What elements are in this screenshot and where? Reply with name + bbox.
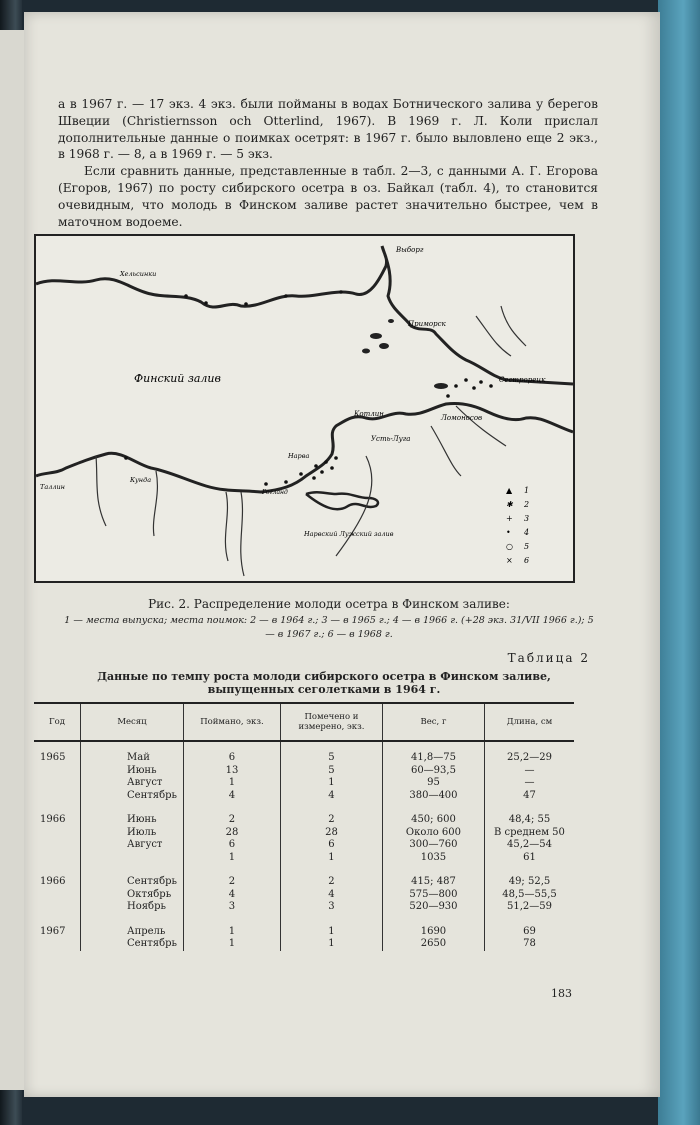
- cell-measured: 1: [280, 938, 382, 951]
- svg-text:3: 3: [524, 514, 530, 523]
- cell-caught: 13: [183, 765, 280, 778]
- svg-text:1: 1: [524, 486, 530, 495]
- cell-measured: 4: [280, 790, 382, 803]
- cell-month: Сентябрь: [81, 790, 184, 803]
- narva-bay-coast: [306, 492, 378, 509]
- table-number: Таблица 2: [507, 651, 590, 665]
- table-row: [34, 790, 574, 803]
- cell-measured: 5: [280, 741, 382, 765]
- island: [434, 383, 448, 389]
- cell-weight: Около 600: [382, 827, 484, 840]
- figure-map: [34, 234, 575, 583]
- island: [370, 333, 382, 339]
- cell-year: 1965: [40, 752, 66, 763]
- cell-year: [34, 839, 81, 852]
- label-gogland: Гогланд: [262, 489, 288, 496]
- cell-length: —: [484, 765, 574, 778]
- cell-month: Август: [81, 777, 184, 790]
- cell-length: —: [484, 777, 574, 790]
- river-2: [153, 471, 157, 536]
- header-length: Длина, см: [484, 703, 574, 741]
- figure-caption: [64, 598, 594, 641]
- cell-length: 49; 52,5: [484, 876, 574, 889]
- cell-caught: 6: [183, 741, 280, 765]
- cell-caught: 4: [183, 790, 280, 803]
- cell-measured: 6: [280, 839, 382, 852]
- label-narva: Нарва: [288, 452, 310, 460]
- cell-month: Май: [81, 741, 184, 765]
- cell-weight: 1690: [382, 926, 484, 939]
- svg-text:×: ×: [506, 556, 513, 565]
- header-caught: Поймано, экз.: [183, 703, 280, 741]
- cell-caught: 3: [183, 901, 280, 914]
- island: [388, 319, 394, 323]
- river-9: [431, 426, 461, 476]
- cell-length: 25,2—29: [484, 741, 574, 765]
- river-1: [96, 456, 106, 526]
- south-coastline: [36, 403, 573, 492]
- label-lomonosov: Ломоносов: [441, 414, 483, 422]
- cell-weight: 2650: [382, 938, 484, 951]
- svg-text:4: 4: [524, 528, 530, 537]
- cell-year: [34, 938, 81, 951]
- cell-year: [34, 852, 81, 865]
- cell-month: Июнь: [81, 765, 184, 778]
- header-month: Месяц: [81, 703, 184, 741]
- cell-length: 51,2—59: [484, 901, 574, 914]
- previous-page-edge: [0, 30, 27, 1090]
- label-primorsk: Приморск: [408, 320, 446, 328]
- cell-length: 48,5—55,5: [484, 889, 574, 902]
- gulf-of-finland-map: [36, 236, 573, 581]
- cell-weight: 415; 487: [382, 876, 484, 889]
- svg-text:✱: ✱: [506, 500, 513, 509]
- cell-month: [81, 852, 184, 865]
- header-year: Год: [34, 703, 81, 741]
- cell-caught: 4: [183, 889, 280, 902]
- svg-text:2: 2: [524, 500, 530, 509]
- cell-measured: 2: [280, 814, 382, 827]
- table-row: [34, 901, 574, 914]
- cell-month: Сентябрь: [81, 938, 184, 951]
- table-row: [34, 889, 574, 902]
- cell-year: 1966: [40, 876, 66, 887]
- table-title: Данные по темпу роста молоди сибирского осетра в Финском заливе, выпущенных сеголетками в 1964 г.: [97, 670, 551, 696]
- cell-weight: 95: [382, 777, 484, 790]
- cell-caught: 2: [183, 876, 280, 889]
- cell-month: Сентябрь: [81, 876, 184, 889]
- cell-measured: 1: [280, 926, 382, 939]
- figure-caption-legend: 1 — места выпуска; места поимок: 2 — в 1964 г.; 3 — в 1965 г.; 4 — в 1966 г. (+28 экз. 31/VII 1966 г.); 5 — в 1967 г.; 6 — в 1968 г.: [64, 615, 594, 640]
- svg-text:+: +: [506, 514, 513, 523]
- cell-caught: 1: [183, 777, 280, 790]
- label-luga: Усть-Луга: [371, 435, 411, 443]
- table-row: [34, 827, 574, 840]
- svg-text:5: 5: [524, 542, 530, 551]
- cell-length: 61: [484, 852, 574, 865]
- label-helsinki: Хельсинки: [120, 270, 157, 278]
- river-7: [476, 316, 511, 356]
- label-vyborg: Выборг: [396, 246, 424, 254]
- label-kotlin: Котлин: [354, 410, 384, 418]
- cell-weight: 450; 600: [382, 814, 484, 827]
- cell-month: Август: [81, 839, 184, 852]
- table-row: [34, 814, 574, 827]
- cell-weight: 520—930: [382, 901, 484, 914]
- svg-text:6: 6: [524, 556, 530, 565]
- cell-caught: 2: [183, 814, 280, 827]
- cell-weight: 60—93,5: [382, 765, 484, 778]
- cell-year: [34, 901, 81, 914]
- cell-year: [34, 777, 81, 790]
- cell-measured: 28: [280, 827, 382, 840]
- cell-caught: 28: [183, 827, 280, 840]
- header-measured: Помечено и измерено, экз.: [280, 703, 382, 741]
- cell-month: Апрель: [81, 926, 184, 939]
- cell-weight: 300—760: [382, 839, 484, 852]
- cell-weight: 1035: [382, 852, 484, 865]
- cell-measured: 5: [280, 765, 382, 778]
- cell-caught: 1: [183, 938, 280, 951]
- river-3: [225, 492, 228, 561]
- river-6: [456, 406, 506, 446]
- page-number: 183: [551, 987, 572, 1000]
- table-row: [34, 926, 574, 939]
- cell-weight: 380—400: [382, 790, 484, 803]
- table-body: [34, 741, 574, 951]
- table-row: [34, 876, 574, 889]
- island: [379, 343, 389, 349]
- cell-measured: 4: [280, 889, 382, 902]
- paragraph-1: а в 1967 г. — 17 экз. 4 экз. были пойманы в водах Ботнического залива у берегов Швеции (Christiernsson och Otterlind, 1967). В 1969 г. Л. Коли прислал дополнительные данные о поимках осетрят: в 1967 г. было выловлено еще 2 экз., в 1968 г. — 8, а в 1969 г. — 5 экз.: [58, 97, 598, 162]
- river-4: [241, 492, 244, 576]
- label-gulf: Финский залив: [134, 372, 221, 385]
- island: [362, 349, 370, 354]
- cell-month: Июль: [81, 827, 184, 840]
- cell-measured: 2: [280, 876, 382, 889]
- cell-length: 78: [484, 938, 574, 951]
- body-text: [58, 96, 598, 230]
- cell-measured: 3: [280, 901, 382, 914]
- label-kunda: Кунда: [130, 476, 152, 484]
- table-row: [34, 852, 574, 865]
- table-row: [34, 765, 574, 778]
- cell-year: 1966: [40, 814, 66, 825]
- cell-length: В среднем 50: [484, 827, 574, 840]
- label-narva-bay: Нарвский Лужский залив: [304, 530, 394, 538]
- book-cover-edge: [658, 0, 700, 1125]
- map-legend: [506, 486, 529, 565]
- table-header-row: [34, 703, 574, 741]
- cell-month: Октябрь: [81, 889, 184, 902]
- cell-year: [34, 765, 81, 778]
- svg-text:•: •: [506, 528, 511, 537]
- north-coastline: [36, 246, 573, 384]
- cell-year: 1967: [40, 925, 66, 937]
- cell-measured: 1: [280, 852, 382, 865]
- cell-caught: 1: [183, 926, 280, 939]
- growth-table: [34, 702, 574, 951]
- paragraph-2: Если сравнить данные, представленные в табл. 2—3, с данными А. Г. Егорова (Егоров, 1967) по росту сибирского осетра в оз. Байкал (табл. 4), то становится очевидным, что молодь в Финском заливе растет значительно быстрее, чем в маточном водоеме.: [58, 164, 598, 229]
- cell-length: 47: [484, 790, 574, 803]
- cell-weight: 575—800: [382, 889, 484, 902]
- cell-length: 45,2—54: [484, 839, 574, 852]
- book-page: [24, 12, 660, 1097]
- cell-measured: 1: [280, 777, 382, 790]
- svg-text:○: ○: [506, 542, 513, 551]
- cell-weight: 41,8—75: [382, 741, 484, 765]
- river-8: [501, 306, 526, 346]
- table-row: [34, 938, 574, 951]
- figure-caption-title: Рис. 2. Распределение молоди осетра в Финском заливе:: [148, 597, 510, 611]
- cell-month: Июнь: [81, 814, 184, 827]
- table-row: [34, 777, 574, 790]
- header-weight: Вес, г: [382, 703, 484, 741]
- svg-text:▲: ▲: [506, 486, 513, 495]
- cell-length: 69: [484, 926, 574, 939]
- cell-year: [34, 889, 81, 902]
- cell-caught: 6: [183, 839, 280, 852]
- cell-year: [34, 827, 81, 840]
- cell-year: [34, 790, 81, 803]
- cell-length: 48,4; 55: [484, 814, 574, 827]
- label-tallinn: Таллин: [40, 483, 65, 491]
- cell-caught: 1: [183, 852, 280, 865]
- table-row: [34, 839, 574, 852]
- table-row: [34, 741, 574, 765]
- cell-month: Ноябрь: [81, 901, 184, 914]
- label-sestroretsk: Сестрорецк: [499, 376, 546, 384]
